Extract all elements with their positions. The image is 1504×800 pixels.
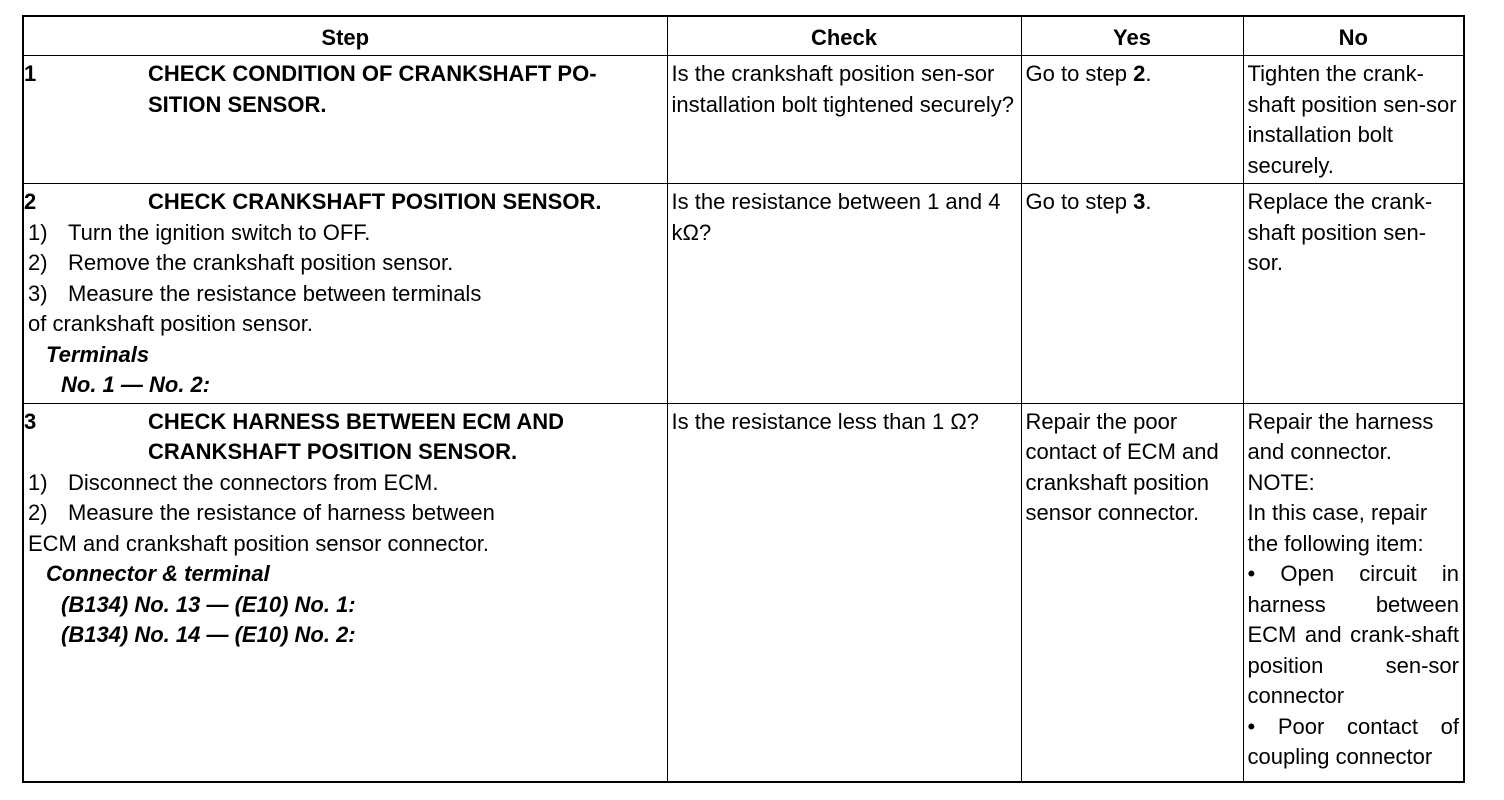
spec-label: Connector & terminal: [46, 561, 270, 586]
yes-text: Go to step: [1025, 61, 1134, 86]
check-cell: Is the resistance less than 1 Ω?: [667, 403, 1021, 782]
note-label: NOTE:: [1247, 469, 1315, 495]
header-yes: Yes: [1021, 16, 1243, 56]
no-cell: [1243, 403, 1464, 782]
step-cell: [23, 403, 667, 782]
step-title: CHECK HARNESS BETWEEN ECM AND CRANKSHAFT POSITION SENSOR.: [148, 408, 564, 464]
diagnostic-table: [22, 15, 1465, 783]
note-intro: In this case, repair the following item:: [1247, 500, 1428, 556]
note-item: • Open circuit in harness between ECM and crank-shaft position sen-sor connector: [1247, 561, 1459, 708]
table-row: [23, 403, 1464, 782]
spec-label: Terminals: [46, 341, 150, 367]
step-number: 2: [24, 189, 37, 214]
spec-line: (B134) No. 14 — (E10) No. 2:: [61, 622, 356, 647]
procedure-line: 3) Measure the resistance between terminals: [28, 280, 482, 306]
step-number: 1: [24, 61, 37, 86]
yes-suffix: .: [1145, 189, 1152, 214]
note-item: • Poor contact of coupling connector: [1247, 713, 1459, 769]
yes-step-ref: 2: [1133, 61, 1146, 86]
yes-text: Go to step: [1025, 189, 1134, 214]
procedure-continuation: of crankshaft position sensor.: [28, 311, 313, 336]
yes-cell: [1021, 56, 1243, 184]
no-main-text: Repair the harness and connector.: [1247, 408, 1434, 464]
procedure-line: 2) Remove the crankshaft position sensor.: [28, 250, 454, 275]
procedure-continuation: ECM and crankshaft position sensor connector.: [28, 530, 490, 556]
table-row: [23, 184, 1464, 404]
yes-suffix: .: [1145, 61, 1152, 86]
procedure-line: 2) Measure the resistance of harness between: [28, 500, 495, 525]
header-check: Check: [667, 16, 1021, 56]
step-number: 3: [24, 408, 37, 434]
header-no: No: [1243, 16, 1464, 56]
spec-line: (B134) No. 13 — (E10) No. 1:: [61, 591, 356, 617]
step-title: CHECK CRANKSHAFT POSITION SENSOR.: [148, 189, 602, 214]
procedure-line: 1) Disconnect the connectors from ECM.: [28, 469, 439, 495]
table-row: [23, 56, 1464, 184]
spec-line: No. 1 — No. 2:: [61, 372, 211, 397]
procedure-line: 1) Turn the ignition switch to OFF.: [28, 219, 371, 245]
header-step: Step: [23, 16, 667, 56]
header-row: [23, 16, 1464, 56]
yes-cell: [1021, 184, 1243, 404]
check-cell: Is the crankshaft position sen-sor installation bolt tightened securely?: [667, 56, 1021, 184]
check-cell: Is the resistance between 1 and 4 kΩ?: [667, 184, 1021, 404]
no-cell: Replace the crank-shaft position sen-sor.: [1243, 184, 1464, 404]
no-cell: Tighten the crank-shaft position sen-sor installation bolt securely.: [1243, 56, 1464, 184]
yes-cell: Repair the poor contact of ECM and crankshaft position sensor connector.: [1021, 403, 1243, 782]
step-title: CHECK CONDITION OF CRANKSHAFT PO-SITION SENSOR.: [148, 61, 597, 117]
step-cell: [23, 56, 667, 184]
step-cell: [23, 184, 667, 404]
yes-step-ref: 3: [1133, 189, 1146, 214]
